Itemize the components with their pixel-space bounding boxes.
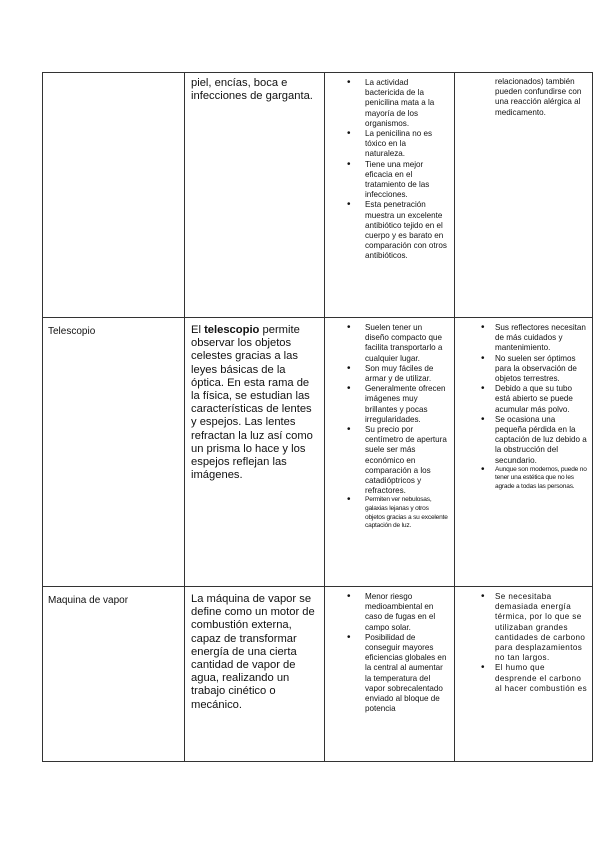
table-row [43, 587, 593, 762]
advantages-list [325, 318, 454, 496]
list-item: • Se necesitaba demasiada energía térmica, por lo que se utilizaban grandes cantidades de carbono para desplazamientos no tan largos. [455, 592, 592, 663]
advantages-list [325, 587, 454, 714]
description-text: La máquina de vapor se define como un motor de combustión externa, capaz de transformar energía de una cierta cantidad de vapor de agua, realizando un trabajo cinético o mecánico. [191, 593, 315, 711]
disadvantages-cell [455, 73, 593, 318]
list-item: • Sus reflectores necesitan de más cuidados y mantenimiento. [455, 323, 592, 354]
list-item: • Generalmente ofrecen imágenes muy brillantes y pocas irregularidades. [325, 384, 454, 425]
list-item: • Tiene una mejor eficacia en el tratamiento de las infecciones. [325, 160, 454, 201]
disadvantages-list [455, 587, 592, 694]
list-item: • Son muy fáciles de armar y de utilizar. [325, 364, 454, 384]
disadvantages-list-small [455, 466, 592, 492]
name-cell: Maquina de vapor [43, 587, 185, 762]
description-cell [185, 318, 325, 587]
name-cell [43, 73, 185, 318]
list-item: • Su precio por centímetro de apertura suele ser más económico en comparación a los catadióptricos y refractores. [325, 425, 454, 496]
advantages-cell [325, 587, 455, 762]
list-item: • No suelen ser óptimos para la observación de objetos terrestres. [455, 354, 592, 385]
description-text: El telescopio permite observar los objetos celestes gracias a las leyes básicas de la óptica. En esta rama de la física, se estudian las características de lentes y espejos. Las lentes refractan la luz así como un prisma lo hace y los espejos reflejan las imágenes. [191, 324, 313, 482]
disadvantages-cell [455, 587, 593, 762]
name-cell: Telescopio [43, 318, 185, 587]
list-item: • Posibilidad de conseguir mayores eficiencias globales en la central al aumentar la temperatura del vapor sobrecalentado enviado al bloque de potencia [325, 633, 454, 715]
list-item: • La actividad bactericida de la penicilina mata a la mayoría de los organismos. [325, 78, 454, 129]
table-row [43, 73, 593, 318]
table-row [43, 318, 593, 587]
list-item: • Suelen tener un diseño compacto que facilita transportarlo a cualquier lugar. [325, 323, 454, 364]
advantages-list-small [325, 496, 454, 530]
list-item: • El humo que desprende el carbono al hacer combustión es [455, 663, 592, 694]
list-item: • Permiten ver nebulosas, galaxias lejanas y otros objetos gracias a su excelente captación de luz. [325, 496, 454, 530]
description-cell [185, 73, 325, 318]
list-item: • Se ocasiona una pequeña pérdida en la captación de luz debido a la obstrucción del secundario. [455, 415, 592, 466]
keyword: telescopio [204, 324, 260, 336]
comparison-table [42, 72, 593, 762]
disadvantages-cell [455, 318, 593, 587]
advantages-cell [325, 318, 455, 587]
advantages-cell [325, 73, 455, 318]
list-item: • Debido a que su tubo está abierto se puede acumular más polvo. [455, 384, 592, 415]
list-item: • Menor riesgo medioambiental en caso de fugas en el campo solar. [325, 592, 454, 633]
list-item: • La penicilina no es tóxico en la naturaleza. [325, 129, 454, 160]
advantages-list [325, 73, 454, 262]
description-text: piel, encías, boca e infecciones de garganta. [191, 77, 313, 103]
list-item: • Aunque son modernos, puede no tener una estética que no les agrade a todas las personas. [455, 466, 592, 492]
description-cell [185, 587, 325, 762]
disadvantages-list [455, 318, 592, 466]
disadvantages-continued-text: relacionados) también pueden confundirse con una reacción alérgica al medicamento. [495, 77, 582, 117]
list-item: • Esta penetración muestra un excelente antibiótico tejido en el cuerpo y es barato en comparación con otros antibióticos. [325, 200, 454, 261]
